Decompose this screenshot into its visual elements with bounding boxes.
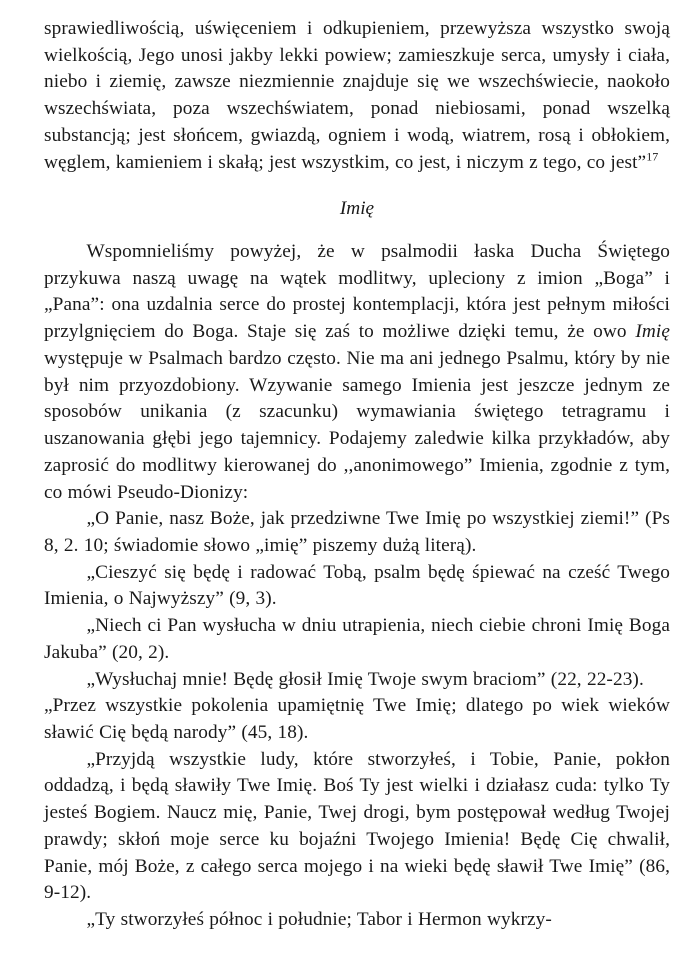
paragraph-quote-86-9: „Przyjdą wszystkie ludy, które stworzyłeś, i Tobie, Panie, pokłon oddadzą, i będą sławiły Twe Imię. Boś Ty jest wielki i działasz cuda: tylko Ty jesteś Bogiem. Naucz mię, Panie, Twej drogi, bym postępował według Twojej prawdy; skłoń moje serce ku bojaźni Twojego Imienia! Będę Cię chwalił, Panie, mój Boże, z całego serca mojego i na wieki będę sławił Twe Imię” (86, 9-12).: [44, 748, 670, 904]
paragraph-quote-22-22: „Wysłuchaj mnie! Będę głosił Imię Twoje swym braciom” (22, 22-23).: [86, 668, 644, 690]
paragraph-quote-ps8: „O Panie, nasz Boże, jak przedziwne Twe Imię po wszystkiej ziemi!” (Ps 8, 2. 10; świadomie słowo „imię” piszemy dużą literą).: [44, 508, 670, 556]
paragraph-quote-tabor: „Ty stworzyłeś północ i południe; Tabor i Hermon wykrzy-: [86, 909, 552, 930]
paragraph-continuation: [44, 16, 670, 176]
text-run-italic: Imię: [635, 321, 670, 343]
text-run: występuje w Psalmach bardzo często. Nie ma ani jednego Psalmu, który by nie był nim przyozdobiony. Wzywanie samego Imienia jest jeszcze jednym ze sposobów unikania (z szacunku) wymawiania świętego tetragramu i uszanowania głębi jego tajemnicy. Podajemy zaledwie kilka przykładów, aby zaprosić do modlitwy kierowanej do ,,anonimowego” Imienia, zgodnie z tym, co mówi Pseudo-Dionizy:: [44, 347, 670, 503]
paragraph-text: sprawiedliwością, uświęceniem i odkupieniem, przewyższa wszystko swoją wielkością, Jego unosi jakby lekki powiew; zamieszkuje serca, umysły i ciała, niebo i ziemię, zawsze niezmiennie znajduje się we wszechświecie, naokoło wszechświata, poza wszechświatem, ponad niebiosami, ponad wszelką substancją; jest słońcem, gwiazdą, ogniem i wodą, wiatrem, rosą i obłokiem, węglem, kamieniem i skałą; jest wszystkim, co jest, i niczym z tego, co jest”: [44, 18, 670, 173]
footnote-marker: 17: [646, 149, 659, 164]
section-heading: Imię: [339, 198, 375, 220]
paragraph-intro: [44, 239, 670, 506]
paragraph-quote-20-2: „Niech ci Pan wysłucha w dniu utrapienia, niech ciebie chroni Imię Boga Jakuba” (20, 2).: [44, 615, 670, 663]
text-run: Wspomnieliśmy powyżej, że w psalmodii łaska Ducha Świętego przykuwa naszą uwagę na wątek modlitwy, upleciony z imion „Boga” i „Pana”: ona uzdalnia serce do prostej kontemplacji, która jest pełnym miłości przylgnięciem do Boga. Staje się zaś to możliwe dzięki temu, że owo: [44, 241, 670, 343]
paragraph-quote-9-3: „Cieszyć się będę i radować Tobą, psalm będę śpiewać na cześć Twego Imienia, o Najwyższy” (9, 3).: [44, 561, 670, 610]
paragraph-quote-45-18: „Przez wszystkie pokolenia upamiętnię Twe Imię; dlatego po wiek wieków sławić Cię będą narody” (45, 18).: [44, 695, 670, 743]
